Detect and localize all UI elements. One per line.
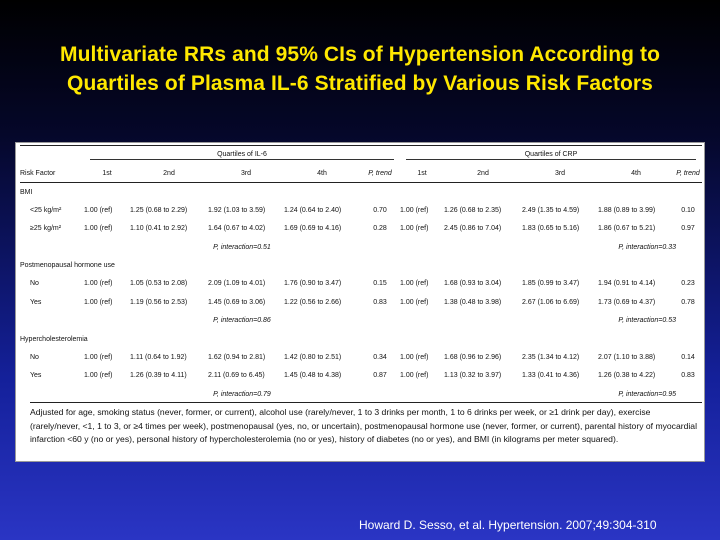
interaction-row <box>20 385 702 404</box>
row-label: No <box>30 353 39 361</box>
row-label: Yes <box>30 298 42 306</box>
table-cell: 0.70 <box>373 206 387 214</box>
results-table <box>20 145 702 404</box>
interaction-il6: P, interaction=0.86 <box>213 317 271 325</box>
table-cell: 0.15 <box>373 280 387 288</box>
table-cell: 1.86 (0.67 to 5.21) <box>598 225 656 233</box>
group-header-il6: Quartiles of IL-6 <box>90 150 393 160</box>
column-header: P, trend <box>674 164 702 183</box>
section-label: BMI <box>20 188 33 196</box>
table-cell: 0.83 <box>681 372 695 380</box>
table-cell: 1.69 (0.69 to 4.16) <box>284 225 342 233</box>
slide-title-line-1: Multivariate RRs and 95% CIs of Hypertension According to <box>59 43 661 66</box>
table-cell: 0.23 <box>681 280 695 288</box>
column-header: 4th <box>598 164 674 183</box>
column-header: 4th <box>284 164 360 183</box>
section-header-row <box>20 257 702 275</box>
table-cell: 1.73 (0.69 to 4.37) <box>598 298 656 306</box>
interaction-crp: P, interaction=0.95 <box>618 390 676 398</box>
table-cell: 1.25 (0.68 to 2.29) <box>130 206 188 214</box>
column-header: Risk Factor <box>20 164 84 183</box>
table-cell: 1.33 (0.41 to 4.36) <box>522 372 580 380</box>
column-header: 1st <box>400 164 444 183</box>
table-row <box>20 367 702 386</box>
table-cell: 1.85 (0.99 to 3.47) <box>522 280 580 288</box>
table-cell: 0.10 <box>681 206 695 214</box>
table-cell: 2.45 (0.86 to 7.04) <box>444 225 502 233</box>
interaction-row <box>20 312 702 331</box>
table-cell: 1.05 (0.53 to 2.08) <box>130 280 188 288</box>
table-cell: 1.68 (0.96 to 2.96) <box>444 353 502 361</box>
column-header: 2nd <box>444 164 522 183</box>
table-cell: 2.11 (0.69 to 6.45) <box>208 372 265 380</box>
table-cell: 1.22 (0.56 to 2.66) <box>284 298 342 306</box>
table-cell: 1.00 (ref) <box>400 206 429 214</box>
column-header: 2nd <box>130 164 208 183</box>
citation-source: Howard D. Sesso, et al. Hypertension. 2007;49:304-310 <box>359 518 657 532</box>
row-label: Yes <box>30 372 42 380</box>
table-cell: 1.68 (0.93 to 3.04) <box>444 280 502 288</box>
table-cell: 1.19 (0.56 to 2.53) <box>130 298 188 306</box>
table-cell: 0.14 <box>681 353 695 361</box>
table-cell: 1.00 (ref) <box>84 372 113 380</box>
table-cell: 1.88 (0.89 to 3.99) <box>598 206 656 214</box>
table-cell: 2.07 (1.10 to 3.88) <box>598 353 656 361</box>
table-cell: 1.11 (0.64 to 1.92) <box>130 353 187 361</box>
interaction-il6: P, interaction=0.51 <box>213 243 271 251</box>
table-row <box>20 275 702 294</box>
interaction-il6: P, interaction=0.79 <box>213 390 271 398</box>
table-cell: 1.26 (0.39 to 4.11) <box>130 372 187 380</box>
section-header-row <box>20 183 702 202</box>
table-cell: 1.00 (ref) <box>84 206 113 214</box>
table-cell: 2.09 (1.09 to 4.01) <box>208 280 266 288</box>
results-table-card <box>15 142 705 462</box>
table-cell: 1.64 (0.67 to 4.02) <box>208 225 266 233</box>
interaction-crp: P, interaction=0.33 <box>618 243 676 251</box>
table-cell: 1.62 (0.94 to 2.81) <box>208 353 266 361</box>
table-cell: 0.78 <box>681 298 695 306</box>
table-row <box>20 220 702 239</box>
table-cell: 1.00 (ref) <box>400 372 429 380</box>
table-group-header-row <box>20 146 702 165</box>
table-cell: 2.35 (1.34 to 4.12) <box>522 353 580 361</box>
table-cell: 1.45 (0.48 to 4.38) <box>284 372 342 380</box>
table-cell: 1.92 (1.03 to 3.59) <box>208 206 266 214</box>
table-cell: 1.76 (0.90 to 3.47) <box>284 280 342 288</box>
table-row <box>20 201 702 220</box>
table-cell: 1.00 (ref) <box>84 225 113 233</box>
table-cell: 2.67 (1.06 to 6.69) <box>522 298 580 306</box>
column-header: 3rd <box>522 164 598 183</box>
row-label: No <box>30 280 39 288</box>
table-cell: 1.24 (0.64 to 2.40) <box>284 206 342 214</box>
table-cell: 0.28 <box>373 225 387 233</box>
column-header: P, trend <box>360 164 400 183</box>
slide-title <box>0 40 720 98</box>
table-cell: 0.97 <box>681 225 695 233</box>
table-cell: 1.42 (0.80 to 2.51) <box>284 353 342 361</box>
table-cell: 1.00 (ref) <box>84 280 113 288</box>
table-cell: 1.83 (0.65 to 5.16) <box>522 225 580 233</box>
row-label: <25 kg/m² <box>30 206 62 214</box>
table-cell: 1.00 (ref) <box>84 353 113 361</box>
slide-title-line-2: Quartiles of Plasma IL-6 Stratified by Various Risk Factors <box>67 72 653 95</box>
table-cell: 1.26 (0.38 to 4.22) <box>598 372 656 380</box>
table-cell: 0.34 <box>373 353 387 361</box>
table-cell: 1.00 (ref) <box>400 280 429 288</box>
column-header: 1st <box>84 164 130 183</box>
table-cell: 1.26 (0.68 to 2.35) <box>444 206 502 214</box>
table-row <box>20 348 702 367</box>
column-header: 3rd <box>208 164 284 183</box>
table-cell: 0.83 <box>373 298 387 306</box>
section-label: Postmenopausal hormone use <box>20 262 115 269</box>
table-cell: 1.13 (0.32 to 3.97) <box>444 372 502 380</box>
table-cell: 1.45 (0.69 to 3.06) <box>208 298 266 306</box>
section-header-row <box>20 330 702 348</box>
table-cell: 1.10 (0.41 to 2.92) <box>130 225 188 233</box>
interaction-row <box>20 238 702 257</box>
interaction-crp: P, interaction=0.53 <box>618 317 676 325</box>
table-cell: 1.00 (ref) <box>400 225 429 233</box>
table-row <box>20 293 702 312</box>
table-cell: 1.00 (ref) <box>400 353 429 361</box>
table-footnote: Adjusted for age, smoking status (never, former, or current), alcohol use (rarely/never, 1 to 3 drinks per month, 1 to 6 drinks per week, or ≥1 drink per day), exercise (rarely/never, <1, 1 to 3, or ≥4 times per week), postmenopausal (yes, no, or uncertain), postmenopausal hormone use (never, former, or current), parental history of myocardial infarction <60 y (no or yes), personal history of hypercholesterolemia (no or yes), history of diabetes (no or yes), and BMI (in kilograms per meter squared). <box>30 402 702 447</box>
group-header-crp: Quartiles of CRP <box>406 150 696 160</box>
row-label: ≥25 kg/m² <box>30 225 62 233</box>
table-cell: 1.94 (0.91 to 4.14) <box>598 280 656 288</box>
table-cell: 1.00 (ref) <box>84 298 113 306</box>
table-cell: 0.87 <box>373 372 387 380</box>
table-cell: 1.38 (0.48 to 3.98) <box>444 298 502 306</box>
table-cell: 2.49 (1.35 to 4.59) <box>522 206 580 214</box>
table-column-header-row <box>20 164 702 183</box>
section-label: Hypercholesterolemia <box>20 335 88 343</box>
table-cell: 1.00 (ref) <box>400 298 429 306</box>
